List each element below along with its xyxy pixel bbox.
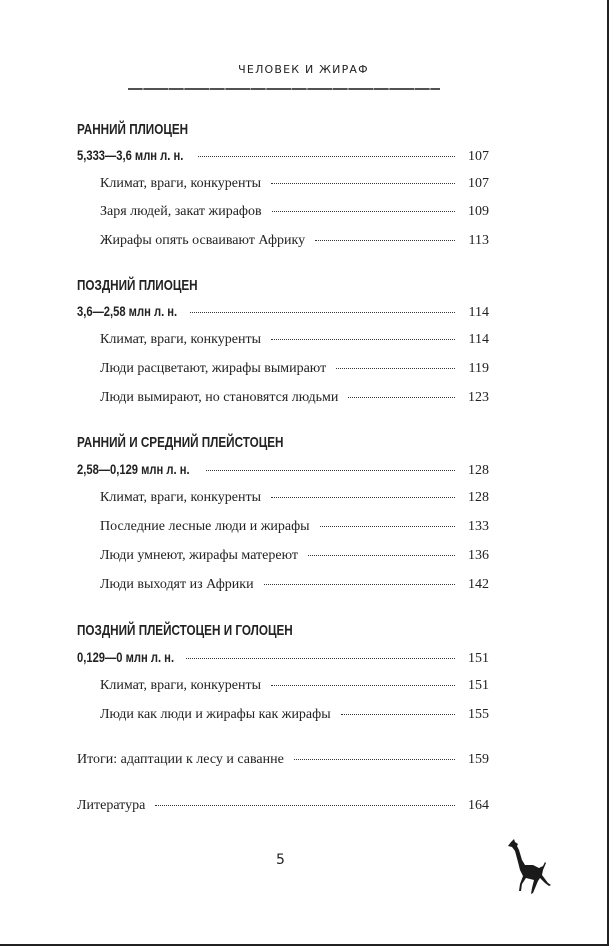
toc-entry[interactable] <box>100 707 489 727</box>
section-date: 0,129—0 млн л. н. <box>77 649 175 665</box>
entry-label: Люди вымирают, но становятся людьми <box>100 390 339 405</box>
entry-label: Климат, враги, конкуренты <box>100 176 261 191</box>
entry-label: Последние лесные люди и жирафы <box>100 519 310 534</box>
toc-entry[interactable] <box>100 519 489 539</box>
dot-leader <box>308 555 455 556</box>
dot-leader <box>336 368 455 369</box>
toc-row-date[interactable] <box>77 461 489 481</box>
page-ref: 159 <box>468 752 489 767</box>
dot-leader <box>271 497 455 498</box>
page-ref: 107 <box>468 176 489 191</box>
dot-leader <box>272 211 455 212</box>
toc-entry[interactable] <box>77 752 489 772</box>
entry-label: Люди как люди и жирафы как жирафы <box>100 707 331 722</box>
section-date: 5,333—3,6 млн л. н. <box>77 147 184 163</box>
running-head: ЧЕЛОВЕК И ЖИРАФ <box>238 63 369 76</box>
toc-entry[interactable] <box>100 548 489 568</box>
section-title: ПОЗДНИЙ ПЛИОЦЕН <box>77 277 198 294</box>
page-number: 5 <box>276 852 285 868</box>
page-ref: 133 <box>468 519 489 534</box>
page-ref: 119 <box>468 361 489 376</box>
toc-row-date[interactable] <box>77 303 489 323</box>
page-ref: 142 <box>468 577 489 592</box>
dot-leader <box>315 240 455 241</box>
dot-leader <box>198 156 455 157</box>
dot-leader <box>271 339 455 340</box>
toc-entry[interactable] <box>100 176 489 196</box>
giraffe-icon <box>505 838 565 898</box>
page-ref: 113 <box>468 233 489 248</box>
entry-label: Люди расцветают, жирафы вымирают <box>100 361 327 376</box>
section-title: РАННИЙ И СРЕДНИЙ ПЛЕЙСТОЦЕН <box>77 434 284 451</box>
header-rule <box>128 88 440 90</box>
page-ref: 128 <box>468 490 489 505</box>
dot-leader <box>264 584 455 585</box>
section-date: 3,6—2,58 млн л. н. <box>77 303 178 319</box>
toc-row-date[interactable] <box>77 649 489 669</box>
dot-leader <box>190 312 455 313</box>
page-ref: 164 <box>468 798 489 813</box>
dot-leader <box>271 183 455 184</box>
page-ref: 155 <box>468 707 489 722</box>
toc-entry[interactable] <box>100 361 489 381</box>
page-ref: 114 <box>468 332 489 347</box>
section-title: РАННИЙ ПЛИОЦЕН <box>77 121 189 138</box>
entry-label: Итоги: адаптации к лесу и саванне <box>77 752 284 767</box>
toc-entry[interactable] <box>100 678 489 698</box>
page-ref: 109 <box>468 204 489 219</box>
page-ref: 107 <box>468 149 489 164</box>
entry-label: Климат, враги, конкуренты <box>100 332 261 347</box>
dot-leader <box>320 526 455 527</box>
dot-leader <box>206 470 455 471</box>
toc-entry[interactable] <box>100 332 489 352</box>
page-ref: 128 <box>468 463 489 478</box>
toc-entry[interactable] <box>77 798 489 818</box>
toc-entry[interactable] <box>100 233 489 253</box>
entry-label: Заря людей, закат жирафов <box>100 204 262 219</box>
dot-leader <box>341 714 455 715</box>
dot-leader <box>155 805 455 806</box>
toc-entry[interactable] <box>100 490 489 510</box>
page-ref: 114 <box>468 305 489 320</box>
entry-label: Климат, враги, конкуренты <box>100 678 261 693</box>
entry-label: Климат, враги, конкуренты <box>100 490 261 505</box>
page-ref: 136 <box>468 548 489 563</box>
toc-entry[interactable] <box>100 204 489 224</box>
entry-label: Жирафы опять осваивают Африку <box>100 233 306 248</box>
dot-leader <box>348 397 455 398</box>
entry-label: Люди умнеют, жирафы матереют <box>100 548 298 563</box>
entry-label: Литература <box>77 798 146 813</box>
entry-label: Люди выходят из Африки <box>100 577 254 592</box>
toc-entry[interactable] <box>100 390 489 410</box>
page-ref: 123 <box>468 390 489 405</box>
page-ref: 151 <box>468 651 489 666</box>
dot-leader <box>271 685 455 686</box>
page-ref: 151 <box>468 678 489 693</box>
section-title: ПОЗДНИЙ ПЛЕЙСТОЦЕН И ГОЛОЦЕН <box>77 622 293 639</box>
dot-leader <box>294 759 455 760</box>
toc-entry[interactable] <box>100 577 489 597</box>
section-date: 2,58—0,129 млн л. н. <box>77 461 190 477</box>
dot-leader <box>186 658 455 659</box>
toc-row-date[interactable] <box>77 147 489 167</box>
